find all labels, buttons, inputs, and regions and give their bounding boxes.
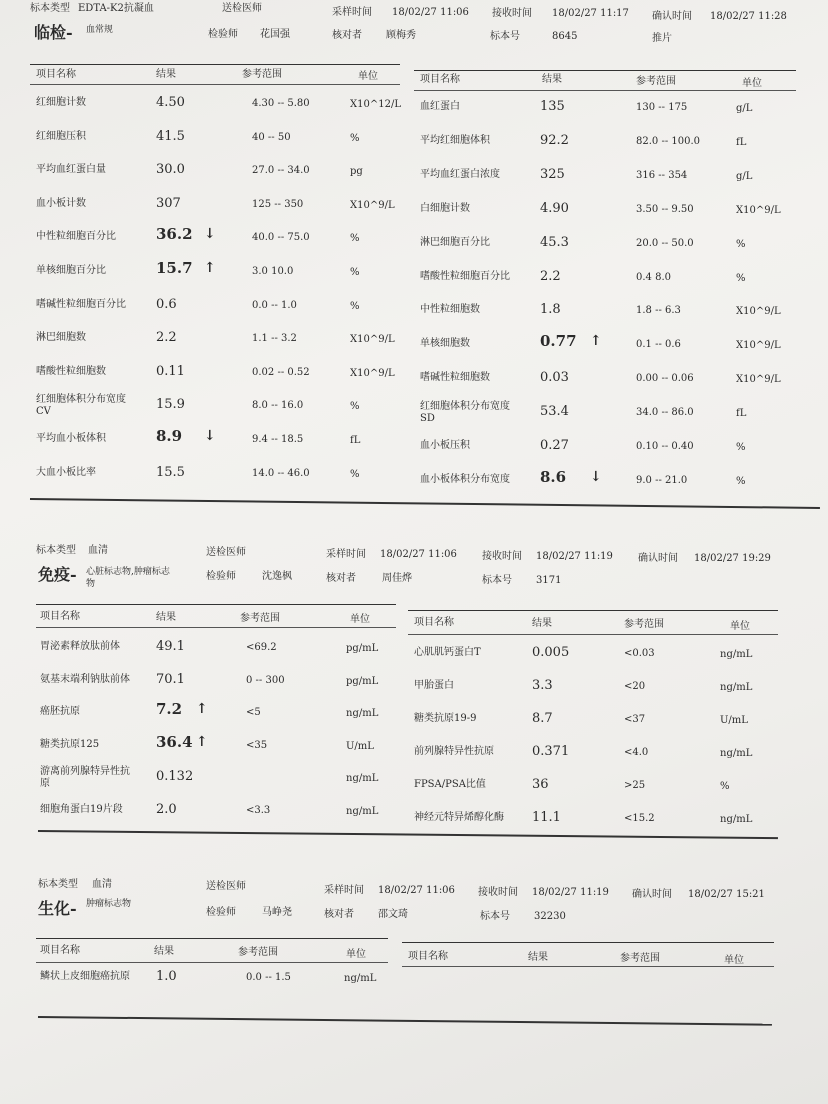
- unit: %: [736, 272, 746, 284]
- result-value: 15.5: [156, 464, 185, 480]
- reference-range: 0.0 -- 1.5: [246, 972, 291, 983]
- rule-top-right: [414, 70, 796, 71]
- arrow-up-icon: ↑: [196, 701, 208, 718]
- result-value: 92.2: [540, 132, 569, 148]
- dept-title: 免疫-: [38, 565, 77, 584]
- reference-range: <4.0: [624, 746, 649, 758]
- rule-head-right: [408, 634, 778, 635]
- dept-subtitle: 心脏标志物,肿瘤标志: [86, 567, 170, 577]
- page-bottom-rule: [38, 1016, 772, 1026]
- reference-range: 9.0 -- 21.0: [636, 474, 688, 486]
- dept-subtitle: 血常规: [86, 25, 114, 35]
- checker-label: 核对者: [326, 573, 356, 584]
- col-item: 项目名称: [414, 617, 454, 628]
- confirm-time: 18/02/27 15:21: [688, 889, 765, 900]
- arrow-down-icon: ↓: [204, 428, 216, 444]
- reference-range: 0.4 8.0: [636, 271, 671, 283]
- col-item: 项目名称: [36, 69, 76, 80]
- receive-label: 接收时间: [478, 887, 518, 898]
- checker-name: 顾梅秀: [386, 30, 416, 41]
- reference-range: 0.02 -- 0.52: [252, 366, 310, 378]
- reference-range: <37: [624, 713, 646, 725]
- collect-label: 采样时间: [324, 885, 364, 896]
- item-name: 甲胎蛋白: [414, 679, 454, 691]
- unit: ng/mL: [720, 681, 753, 693]
- reference-range: 4.30 -- 5.80: [252, 98, 310, 109]
- reference-range: <69.2: [246, 642, 277, 653]
- arrow-up-icon: ↑: [196, 733, 208, 750]
- result-value: 1.0: [156, 969, 177, 984]
- sample-type-label: 标本类型: [36, 545, 76, 556]
- result-value: 4.90: [540, 200, 569, 216]
- specimen-no: 8645: [552, 31, 578, 42]
- rule-top-left: [36, 604, 396, 605]
- unit: %: [350, 267, 360, 278]
- item-name: 单核细胞百分比: [36, 265, 106, 276]
- arrow-down-icon: ↓: [590, 468, 602, 485]
- item-name: 中性粒细胞数: [420, 304, 480, 316]
- unit: %: [720, 780, 730, 792]
- rule-head-left: [30, 84, 400, 85]
- reference-range: 0 -- 300: [246, 674, 285, 686]
- rule-head-right: [402, 966, 774, 967]
- remark: 推片: [652, 33, 672, 44]
- item-name: 细胞角蛋白19片段: [40, 804, 123, 815]
- col-unit: 单位: [724, 955, 744, 966]
- unit: %: [736, 475, 746, 487]
- item-name: 神经元特异烯醇化酶: [414, 811, 504, 823]
- col-unit: 单位: [346, 949, 366, 960]
- result-value: 36.4: [156, 732, 193, 751]
- sample-type: 血清: [88, 545, 108, 556]
- result-value: 15.9: [156, 397, 185, 413]
- unit: ng/mL: [720, 649, 753, 660]
- doctor-label: 送检医师: [206, 547, 246, 558]
- col-result: 结果: [528, 952, 548, 963]
- collect-time: 18/02/27 11:06: [378, 885, 455, 896]
- reference-range: 0.00 -- 0.06: [636, 373, 694, 385]
- unit: U/mL: [720, 714, 748, 726]
- reference-range: 9.4 -- 18.5: [252, 434, 304, 445]
- unit: g/L: [736, 103, 753, 114]
- result-value: 0.03: [540, 370, 569, 386]
- result-value: 0.005: [532, 645, 570, 660]
- reference-range: 27.0 -- 34.0: [252, 165, 310, 177]
- receive-time: 18/02/27 11:19: [536, 551, 613, 562]
- col-item: 项目名称: [40, 945, 80, 956]
- checker-label: 核对者: [332, 30, 362, 41]
- unit: pg/mL: [346, 643, 379, 654]
- item-name-cont: SD: [420, 413, 435, 425]
- unit: g/L: [736, 170, 753, 182]
- doctor-label: 送检医师: [222, 3, 262, 14]
- tester-name: 沈逸枫: [262, 571, 292, 582]
- rule-head-left: [36, 962, 388, 963]
- col-ref: 参考范围: [624, 619, 664, 630]
- dept-subtitle-cont: 物: [86, 579, 96, 589]
- collect-label: 采样时间: [332, 7, 372, 18]
- result-value: 45.3: [540, 234, 569, 250]
- result-value: 3.3: [532, 677, 553, 693]
- arrow-up-icon: ↑: [590, 333, 602, 350]
- receive-time: 18/02/27 11:19: [532, 887, 609, 898]
- unit: U/mL: [346, 740, 374, 752]
- reference-range: 34.0 -- 86.0: [636, 407, 694, 419]
- checker-name: 邵文琦: [378, 909, 408, 920]
- specimen-no: 3171: [536, 575, 562, 586]
- reference-range: 14.0 -- 46.0: [252, 467, 310, 479]
- sample-type: EDTA-K2抗凝血: [78, 3, 154, 14]
- rule-top-left: [30, 64, 400, 65]
- result-value: 0.11: [156, 363, 185, 379]
- collect-label: 采样时间: [326, 549, 366, 560]
- unit: X10^9/L: [350, 334, 395, 346]
- item-name: 淋巴细胞百分比: [420, 236, 490, 248]
- reference-range: 8.0 -- 16.0: [252, 400, 304, 412]
- unit: fL: [350, 435, 361, 446]
- rule-head-left: [36, 627, 396, 628]
- result-value: 49.1: [156, 639, 185, 654]
- arrow-up-icon: ↑: [204, 260, 216, 276]
- reference-range: 40.0 -- 75.0: [252, 232, 310, 244]
- result-value: 36: [532, 776, 549, 792]
- unit: X10^9/L: [736, 306, 781, 318]
- unit: fL: [736, 408, 747, 420]
- unit: X10^9/L: [736, 374, 781, 386]
- item-name: 鳞状上皮细胞癌抗原: [40, 971, 130, 982]
- unit: fL: [736, 136, 747, 148]
- item-name: 血红蛋白: [420, 101, 460, 112]
- sample-type-label: 标本类型: [38, 879, 78, 890]
- rule-head-right: [414, 90, 796, 91]
- receive-time: 18/02/27 11:17: [552, 8, 629, 19]
- result-value: 0.77: [540, 332, 577, 351]
- item-name: 血小板体积分布宽度: [420, 473, 510, 485]
- unit: ng/mL: [720, 747, 753, 759]
- result-value: 8.9: [156, 427, 183, 445]
- item-name: 糖类抗原125: [40, 738, 100, 750]
- specimen-no-label: 标本号: [480, 911, 510, 922]
- item-name: 糖类抗原19-9: [414, 712, 477, 724]
- rule-top-left: [36, 938, 388, 939]
- unit: ng/mL: [346, 773, 379, 785]
- unit: ng/mL: [346, 806, 379, 817]
- col-result: 结果: [154, 946, 174, 957]
- reference-range: <3.3: [246, 805, 271, 816]
- reference-range: 125 -- 350: [252, 198, 304, 210]
- unit: %: [350, 300, 360, 312]
- tester-label: 检验师: [208, 29, 238, 40]
- item-name: 平均血小板体积: [36, 433, 106, 444]
- item-name: 中性粒细胞百分比: [36, 231, 116, 243]
- tester-name: 马峥尧: [262, 907, 292, 918]
- sample-type: 血清: [92, 879, 112, 890]
- confirm-time: 18/02/27 11:28: [710, 11, 787, 22]
- unit: %: [736, 238, 746, 250]
- item-name: 红细胞体积分布宽度: [420, 401, 510, 413]
- item-name: 淋巴细胞数: [36, 332, 86, 344]
- unit: X10^9/L: [350, 367, 395, 379]
- result-value: 70.1: [156, 671, 185, 687]
- confirm-label: 确认时间: [638, 553, 678, 564]
- unit: %: [350, 468, 360, 480]
- result-value: 41.5: [156, 128, 185, 144]
- reference-range: 1.8 -- 6.3: [636, 305, 681, 317]
- dept-title: 临检-: [34, 23, 73, 42]
- col-unit: 单位: [350, 614, 370, 625]
- unit: ng/mL: [346, 708, 379, 720]
- result-value: 325: [540, 166, 565, 182]
- item-name: 嗜碱性粒细胞数: [420, 372, 490, 384]
- tester-label: 检验师: [206, 571, 236, 582]
- item-name: 氨基末端利钠肽前体: [40, 673, 130, 685]
- col-result: 结果: [542, 74, 562, 85]
- reference-range: 20.0 -- 50.0: [636, 237, 694, 249]
- item-name: 血小板压积: [420, 440, 470, 451]
- result-value: 8.7: [532, 710, 553, 726]
- reference-range: 1.1 -- 3.2: [252, 333, 297, 345]
- result-value: 4.50: [156, 95, 185, 110]
- item-name: 平均血红蛋白量: [36, 164, 106, 176]
- col-ref: 参考范围: [620, 953, 660, 964]
- reference-range: 130 -- 175: [636, 102, 688, 113]
- item-name-cont: 原: [40, 778, 50, 790]
- item-name: 前列腺特异性抗原: [414, 745, 494, 757]
- rule-top-right: [408, 610, 778, 611]
- item-name: 癌胚抗原: [40, 706, 80, 718]
- dept-subtitle: 肿瘤标志物: [86, 899, 132, 909]
- result-value: 15.7: [156, 259, 193, 277]
- result-value: 2.0: [156, 802, 177, 817]
- item-name: FPSA/PSA比值: [414, 778, 486, 790]
- result-value: 36.2: [156, 225, 193, 244]
- tester-name: 花国强: [260, 29, 290, 40]
- specimen-no: 32230: [534, 911, 566, 922]
- result-value: 2.2: [540, 268, 561, 284]
- reference-range: <20: [624, 680, 646, 692]
- result-value: 0.27: [540, 438, 569, 453]
- reference-range: <5: [246, 707, 261, 719]
- result-value: 7.2: [156, 700, 183, 719]
- arrow-down-icon: ↓: [204, 226, 216, 243]
- reference-range: 3.0 10.0: [252, 266, 294, 277]
- unit: pg/mL: [346, 675, 379, 687]
- item-name: 胃泌素释放肽前体: [40, 641, 120, 652]
- col-item: 项目名称: [420, 74, 460, 85]
- result-value: 30.0: [156, 162, 185, 178]
- reference-range: <15.2: [624, 812, 655, 824]
- section-divider: [38, 830, 778, 839]
- unit: ng/mL: [344, 973, 377, 984]
- result-value: 0.6: [156, 296, 177, 312]
- col-unit: 单位: [730, 621, 750, 632]
- result-value: 11.1: [532, 809, 561, 825]
- reference-range: 0.0 -- 1.0: [252, 299, 297, 311]
- section-divider: [30, 498, 820, 509]
- tester-label: 检验师: [206, 907, 236, 918]
- reference-range: 316 -- 354: [636, 169, 688, 181]
- item-name: 平均血红蛋白浓度: [420, 168, 500, 180]
- checker-name: 周佳烨: [382, 573, 412, 584]
- col-unit: 单位: [742, 78, 762, 89]
- confirm-time: 18/02/27 19:29: [694, 553, 771, 564]
- doctor-label: 送检医师: [206, 881, 246, 892]
- confirm-label: 确认时间: [632, 889, 672, 900]
- item-name: 血小板计数: [36, 197, 86, 209]
- unit: X10^9/L: [736, 204, 781, 216]
- col-ref: 参考范围: [242, 69, 282, 80]
- item-name: 平均红细胞体积: [420, 134, 490, 146]
- reference-range: 0.1 -- 0.6: [636, 339, 681, 351]
- collect-time: 18/02/27 11:06: [380, 549, 457, 560]
- result-value: 1.8: [540, 302, 561, 318]
- unit: pg: [350, 166, 363, 178]
- col-ref: 参考范围: [636, 76, 676, 87]
- receive-label: 接收时间: [492, 8, 532, 19]
- collect-time: 18/02/27 11:06: [392, 7, 469, 18]
- item-name: 心肌肌钙蛋白T: [414, 647, 481, 658]
- specimen-no-label: 标本号: [482, 575, 512, 586]
- col-result: 结果: [156, 69, 176, 80]
- sample-type-label: 标本类型: [30, 3, 70, 14]
- reference-range: <0.03: [624, 648, 655, 659]
- unit: %: [350, 401, 360, 413]
- result-value: 2.2: [156, 330, 177, 346]
- item-name: 单核细胞数: [420, 338, 470, 350]
- result-value: 0.132: [156, 769, 194, 785]
- receive-label: 接收时间: [482, 551, 522, 562]
- result-value: 0.371: [532, 743, 570, 759]
- item-name: 嗜酸性粒细胞百分比: [420, 270, 510, 282]
- result-value: 8.6: [540, 467, 567, 486]
- reference-range: 82.0 -- 100.0: [636, 135, 701, 147]
- unit: %: [350, 132, 360, 144]
- col-result: 结果: [156, 612, 176, 623]
- col-result: 结果: [532, 618, 552, 629]
- item-name: 红细胞体积分布宽度: [36, 394, 126, 406]
- item-name: 白细胞计数: [420, 202, 470, 214]
- unit: %: [736, 442, 746, 453]
- checker-label: 核对者: [324, 909, 354, 920]
- unit: ng/mL: [720, 813, 753, 825]
- rule-top-right: [402, 942, 774, 943]
- item-name: 红细胞计数: [36, 97, 86, 108]
- reference-range: 0.10 -- 0.40: [636, 441, 694, 452]
- reference-range: <35: [246, 739, 268, 751]
- col-ref: 参考范围: [238, 947, 278, 958]
- unit: X10^12/L: [350, 99, 401, 110]
- result-value: 135: [540, 99, 565, 114]
- unit: X10^9/L: [736, 340, 781, 352]
- unit: X10^9/L: [350, 199, 395, 211]
- reference-range: 40 -- 50: [252, 131, 291, 143]
- unit: %: [350, 233, 360, 245]
- reference-range: >25: [624, 779, 646, 791]
- col-item: 项目名称: [408, 951, 448, 962]
- item-name: 游离前列腺特异性抗: [40, 766, 130, 778]
- confirm-label: 确认时间: [652, 11, 692, 22]
- item-name: 嗜碱性粒细胞百分比: [36, 298, 126, 310]
- item-name: 红细胞压积: [36, 130, 86, 142]
- item-name: 嗜酸性粒细胞数: [36, 365, 106, 377]
- col-unit: 单位: [358, 71, 378, 82]
- item-name-cont: CV: [36, 406, 51, 418]
- reference-range: 3.50 -- 9.50: [636, 203, 694, 215]
- col-ref: 参考范围: [240, 613, 280, 624]
- result-value: 307: [156, 195, 181, 211]
- result-value: 53.4: [540, 404, 569, 420]
- dept-title: 生化-: [38, 899, 77, 918]
- item-name: 大血小板比率: [36, 466, 96, 478]
- col-item: 项目名称: [40, 611, 80, 622]
- specimen-no-label: 标本号: [490, 31, 520, 42]
